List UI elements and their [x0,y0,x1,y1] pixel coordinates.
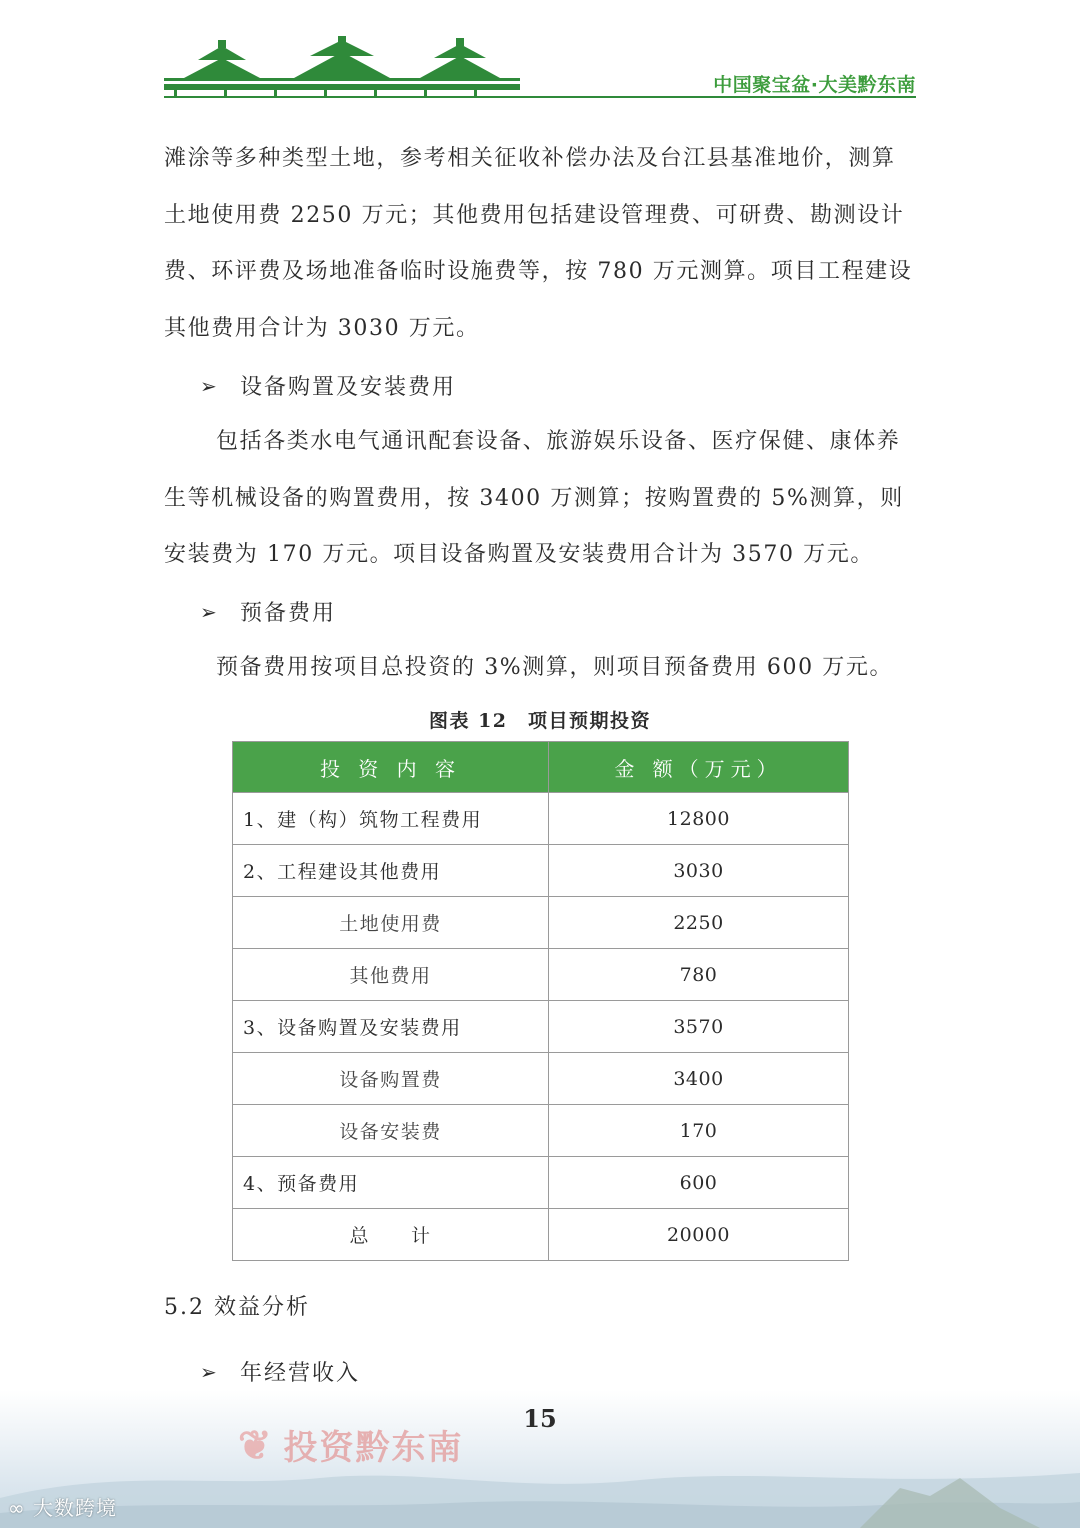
row-label: 3、设备购置及安装费用 [233,1001,549,1053]
row-value: 12800 [549,793,849,845]
row-label: 其他费用 [233,949,549,1001]
pavilion-bridge-banner [164,36,520,96]
bullet-equipment-label: 设备购置及安装费用 [240,375,457,400]
row-label: 2、工程建设其他费用 [233,845,549,897]
table-caption: 图表 12 项目预期投资 [428,710,652,732]
watermark-text: 大数跨境 [33,1496,118,1520]
table-header-row [233,742,849,793]
bullet-revenue-label: 年经营收入 [240,1361,361,1386]
page-header [0,0,1080,110]
row-label: 1、建（构）筑物工程费用 [233,793,549,845]
section-heading: 5.2 效益分析 [164,1295,310,1320]
arrow-bullet-icon: ➢ [200,599,219,624]
watermark [8,1492,117,1521]
table-row [233,1001,849,1053]
watermark-icon: ∞ [8,1496,26,1520]
table-row [233,1157,849,1209]
footer-logo-text: 投资黔东南 [283,1428,464,1468]
bullet-revenue [200,1356,360,1387]
table-row [233,949,849,1001]
page-number: 15 [523,1404,557,1433]
paragraph-reserve-costs: 预备费用按项目总投资的 3%测算，则项目预备费用 600 万元。 [216,655,894,680]
table-total-row [233,1209,849,1261]
row-value: 3030 [549,845,849,897]
row-label: 土地使用费 [233,897,549,949]
row-label: 设备安装费 [233,1105,549,1157]
header-divider [164,96,916,98]
total-value: 20000 [549,1209,849,1261]
column-header-amount: 金 额（万元） [549,742,849,793]
table-row [233,1053,849,1105]
table-row [233,845,849,897]
calligraphy-mark-icon: ❦ [238,1422,274,1469]
header-slogan: 中国聚宝盆·大美黔东南 [713,74,916,96]
row-value: 170 [549,1105,849,1157]
row-label: 设备购置费 [233,1053,549,1105]
row-value: 780 [549,949,849,1001]
arrow-bullet-icon: ➢ [200,373,219,398]
arrow-bullet-icon: ➢ [200,1359,219,1384]
bullet-reserve-label: 预备费用 [240,601,337,626]
total-label: 总 计 [233,1209,549,1261]
table-row [233,897,849,949]
row-value: 3570 [549,1001,849,1053]
paragraph-land-costs: 滩涂等多种类型土地，参考相关征收补偿办法及台江县基准地价，测算土地使用费 2250 万元；其他费用包括建设管理费、可研费、勘测设计费、环评费及场地准备临时设施费等，按 780 万元测算。项目工程建设其他费用合计为 3030 万元。 [164,146,913,341]
mountain-landscape-decoration [0,1418,1080,1528]
row-value: 3400 [549,1053,849,1105]
table-row [233,793,849,845]
table-row [233,1105,849,1157]
row-label: 4、预备费用 [233,1157,549,1209]
row-value: 2250 [549,897,849,949]
paragraph-equipment-costs: 包括各类水电气通讯配套设备、旅游娱乐设备、医疗保健、康体养生等机械设备的购置费用，按 3400 万测算；按购置费的 5%测算，则安装费为 170 万元。项目设备购置及安装费用合计为 3570 万元。 [164,429,904,567]
investment-table [232,741,849,1261]
column-header-content: 投 资 内 容 [233,742,549,793]
row-value: 600 [549,1157,849,1209]
bullet-reserve [200,596,336,627]
bullet-equipment [200,370,456,401]
